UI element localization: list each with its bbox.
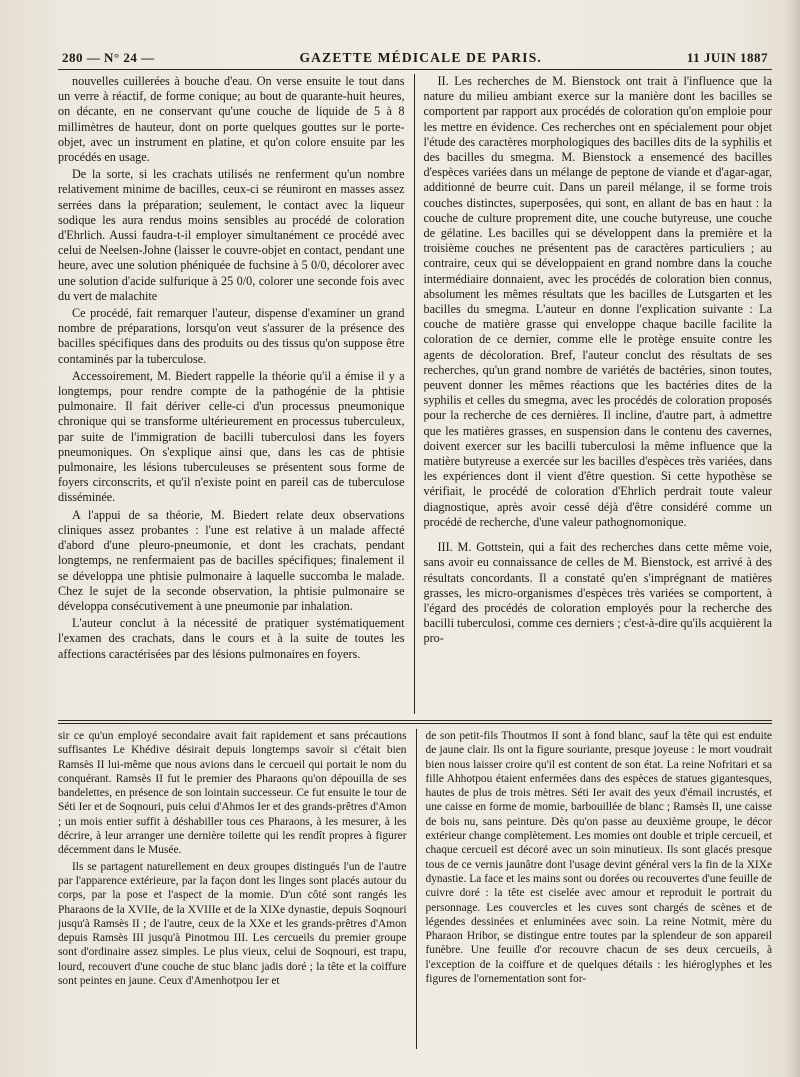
paragraph: L'auteur conclut à la nécessité de pratiquer systématiquement l'examen des crachats, dans le cours et à la suite de toutes les affections caractérisées par des lésions pulmonaires en foyers. (58, 616, 405, 661)
page-shadow (786, 0, 800, 1077)
paragraph: sir ce qu'un employé secondaire avait fait rapidement et sans précautions suffisantes Le Khédive désirait depuis longtemps savoir si c'était bien Ramsès II lui-même que nous avions dans le cercueil qui portait le nom du conquérant. Ramsès II fut le premier des Pharaons qu'on dépouilla de ses bandelettes, en présence de son lointain successeur. Ce fut ensuite le tour de Séti Ier et de Soqnouri, puis celui d'Ahmos Ier et des grands-prêtres d'Amon ; un mois entier suffit à déshabiller tous ces Pharaons, à les mesurer, à les décrire, à leur arranger une dernière toilette qui les rendît propres à figurer décemment dans le Musée. (58, 730, 407, 857)
feuilleton-right-column (417, 729, 773, 1049)
issue-date: 11 JUIN 1887 (686, 50, 768, 65)
page-number: 280 — N° 24 — (62, 50, 155, 65)
left-column (58, 74, 414, 714)
paragraph: III. M. Gottstein, qui a fait des recherches dans cette même voie, sans avoir eu connaissance de celles de M. Bienstock, est arrivé à des résultats concordants. Il a constaté qu'en s'imprégnant de matières grasses, les micro-organismes d'espèces très variées se comportent, à l'égard des procédés de coloration employés pour la recherche des bacilli tuberculosi, comme ces derniers ; c'est-à-dire qu'ils acquièrent la pro- (423, 540, 772, 646)
section-separator (58, 720, 772, 724)
paragraph: A l'appui de sa théorie, M. Biedert relate deux observations cliniques assez probantes : l'une est relative à un malade affecté d'abord d'une pleuro-pneumonie, et dont les crachats, pendant longtemps, ne renfermaient pas de bacilles spécifiques; finalement il se développa une phtisie pulmonaire à laquelle succomba le malade. Chez le sujet de la seconde observation, la phtisie pulmonaire se développa consécutivement à une pneumonie par inhalation. (58, 507, 405, 613)
paragraph: Accessoirement, M. Biedert rappelle la théorie qu'il a émise il y a longtemps, pour rendre compte de la pathogénie de la phtisie pulmonaire. Il fait dériver celle-ci d'un processus pneumonique chronique qui se transforme ultérieurement en processus tuberculeux, par suite de l'immigration de bacilli tuberculosi dans les foyers pneumoniques. On s'explique ainsi que, dans les cas de phtisie pulmonaire, les lésions tuberculeuses se présentent sous forme de foyers circonscrits, et qu'il n'existe point en pareil cas de tuberculose disséminée. (58, 368, 405, 505)
paragraph: de son petit-fils Thoutmos II sont à fond blanc, sauf la tête qui est enduite de jaune clair. Ils ont la figure souriante, presque joyeuse : le mort voudrait bien nous laisser croire qu'il est content de son état. La reine Nofritari et sa fille Ahhotpou étaient enfermées dans des espèces de statues gigantesques, hautes de plus de trois mètres. Séti Ier avait des yeux d'émail incrustés, et une caisse en forme de momie, barbouillée de blanc ; Ramsès II, une caisse de bois nu, sans peinture. Dès qu'on passe au deuxième groupe, le décor extérieur change complètement. Les momies ont double et triple cercueil, et chaque cercueil est décoré avec un soin minutieux. Ils sont glacés presque tous de ce vernis jaunâtre dont l'usage devint général vers la fin de la XIXe dynastie. La face et les mains sont ou dorées ou recouvertes d'une feuille de cuivre doré : la tête est ciselée avec amour et reproduit le portrait du personnage. Les couvercles et les cuves sont chargés de scènes et de légendes dessinées et enluminées avec soin. La reine Notmit, mère du Pharaon Hribor, se distingue entre toutes par la splendeur de son appareil funèbre. Une feuille d'or recouvre chacun de ses deux cercueils, à l'exception de la coiffure et de quelques détails : les hiéroglyphes et les figures de l'ornementation sont for- (425, 730, 772, 986)
paragraph: nouvelles cuillerées à bouche d'eau. On verse ensuite le tout dans un verre à réactif, de forme conique; au bout de quarante-huit heures, on décante, en ne conservant qu'une couche de liquide de 5 à 8 millimètres de hauteur, dont on porte quelques gouttes sur le porte-objet, avec un instrument en platine, et qu'on colore ensuite par les procédés en usage. (58, 74, 405, 165)
paragraph: Ils se partagent naturellement en deux groupes distingués l'un de l'autre par l'apparence extérieure, par la façon dont les linges sont placés autour du corps, par la pose et l'aspect de la momie. D'un côté sont rangés les Pharaons de la XVIIe, de la XVIIIe et de la XIXe dynastie, depuis Soqnouri jusqu'à Ramsès II ; de l'autre, ceux de la XXe et les grands-prêtres d'Amon depuis Ramsès III jusqu'à Pinotmou III. Les cercueils du premier groupe sont d'ordinaire assez simples. Le plus vieux, celui de Soqnouri, est trapu, lourd, recouvert d'une couche de stuc blanc jadis doré ; la tête et la coiffure sont peintes en jaune. Ceux d'Amenhotpou Ier et (58, 860, 407, 988)
feuilleton-left-column (58, 729, 416, 1049)
paragraph: Ce procédé, fait remarquer l'auteur, dispense d'examiner un grand nombre de préparations, lorsqu'on veut s'assurer de la présence des bacilles spécifiques dans des produits ou des tissus qu'on suppose être contaminés par la tuberculose. (58, 306, 405, 366)
article-columns (58, 74, 772, 714)
feuilleton-columns (58, 729, 772, 1049)
paragraph: De la sorte, si les crachats utilisés ne renferment qu'un nombre relativement minime de bacilles, ceux-ci se réuniront en masses assez serrées dans la préparation; seulement, le contact avec la liqueur sodique les aura rendus moins sensibles au procédé de coloration d'Ehrlich. Aussi faudra-t-il employer simultanément ce procédé avec celui de Neelsen-Johne (laisser le couvre-objet en contact, pendant une heure, avec une solution phéniquée de fuchsine à 5 0/0, décolorer avec une solution d'acide sulfurique à 25 0/0, colorer une seconde fois avec du vert de malachite (58, 167, 405, 303)
right-column (415, 74, 773, 714)
journal-title: GAZETTE MÉDICALE DE PARIS. (299, 50, 542, 65)
page-header (58, 50, 772, 70)
paragraph: II. Les recherches de M. Bienstock ont trait à l'influence que la nature du milieu ambiant exerce sur la manière dont les bacilles se comportent par rapport aux procédés de coloration qu'on emploie pour les mettre en évidence. Ces recherches ont en spécialement pour objet l'étude des caractères morphologiques des bacilles dits de la syphilis et des bacilles du smegma. M. Bienstock a ensemencé des bacilles d'espèces variées dans un mélange de peptone de viande et d'agar-agar, additionné de beurre cuit. Dans un pareil mélange, il se forme trois couches distinctes, superposées, qui sont, en allant de bas en haut : la couche de culture proprement dite, une couche butyreuse, une couche de gélatine. Les bacilles qui se développent dans la première et la troisième couches ne présentent pas de caractères particuliers ; au contraire, ceux qui se développaient en grand nombre dans la couche intermédiaire donnaient, avec les procédés de coloration bien connus, absolument les mêmes résultats que les bacilles de Lutsgarten et les bacilles du smegma. L'auteur en donne l'explication suivante : La couche de matière grasse qui enveloppe chaque bacille facilite la coloration de ce dernier, comme elle le protège ensuite contre les agents de décoloration. Bref, l'auteur conclut des résultats de ses recherches, qu'un grand nombre de variétés de bactéries, sinon toutes, peuvent donner les mêmes réactions que les bactéries dites de la syphilis et celles du smegma, avec les procédés de coloration proposés pour la recherche de ces dernières. Il incline, d'autre part, à admettre que les matières grasses, en suspension dans le contenu des cavernes, doivent exercer sur les bacilli tuberculosi la même influence que la matière butyreuse a exercée sur les bacilles d'espèces très variées, dans les expériences dont il vient d'être question. Si cette hypothèse se vérifiait, le procédé de coloration d'Ehrlich perdrait toute valeur diagnostique, après avoir cessé déjà d'être considéré comme un procédé de recherche, d'une valeur pathognomonique. (423, 74, 772, 529)
